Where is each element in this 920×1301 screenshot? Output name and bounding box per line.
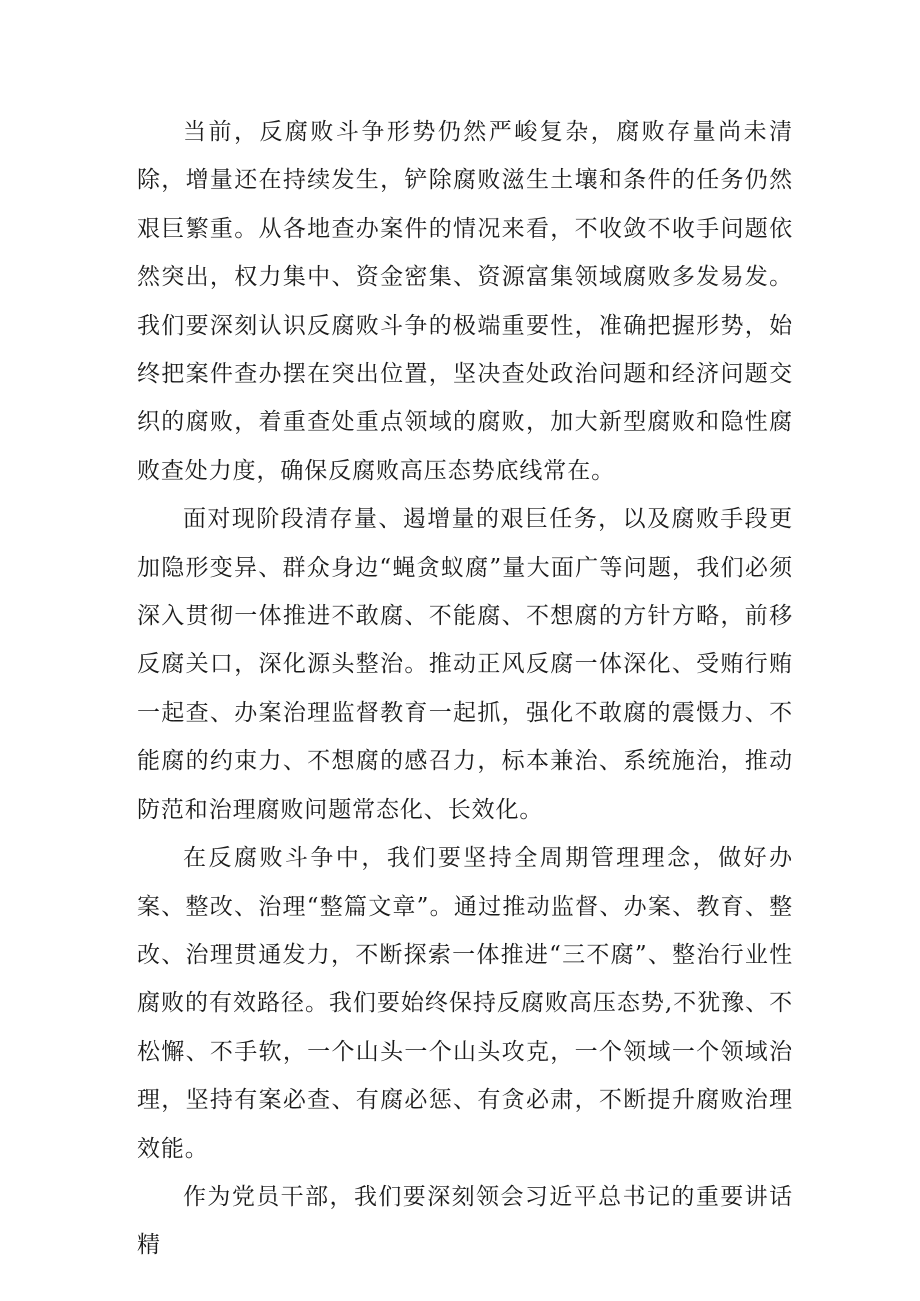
- paragraph-1: 当前，反腐败斗争形势仍然严峻复杂，腐败存量尚未清除，增量还在持续发生，铲除腐败滋生土壤和条件的任务仍然艰巨繁重。从各地查办案件的情况来看，不收敛不收手问题依然突出，权力集中、资金密集、资源富集领域腐败多发易发。我们要深刻认识反腐败斗争的极端重要性，准确把握形势，始终把案件查办摆在突出位置，坚决查处政治问题和经济问题交织的腐败，着重查处重点领域的腐败，加大新型腐败和隐性腐败查处力度，确保反腐败高压态势底线常在。: [137, 119, 793, 484]
- document-body: [137, 108, 793, 1270]
- paragraph-2: 面对现阶段清存量、遏增量的艰巨任务，以及腐败手段更加隐形变异、群众身边“蝇贪蚁腐”量大面广等问题，我们必须深入贯彻一体推进不敢腐、不能腐、不想腐的方针方略，前移反腐关口，深化源头整治。推动正风反腐一体深化、受贿行贿一起查、办案治理监督教育一起抓，强化不敢腐的震慑力、不能腐的约束力、不想腐的感召力，标本兼治、系统施治，推动防范和治理腐败问题常态化、长效化。: [137, 506, 793, 823]
- paragraph-4: 作为党员干部，我们要深刻领会习近平总书记的重要讲话精: [137, 1183, 793, 1259]
- paragraph-3: 在反腐败斗争中，我们要坚持全周期管理理念，做好办案、整改、治理“整篇文章”。通过推动监督、办案、教育、整改、治理贯通发力，不断探索一体推进“三不腐”、整治行业性腐败的有效路径。我们要始终保持反腐败高压态势,不犹豫、不松懈、不手软，一个山头一个山头攻克，一个领域一个领域治理，坚持有案必查、有腐必惩、有贪必肃，不断提升腐败治理效能。: [137, 845, 793, 1162]
